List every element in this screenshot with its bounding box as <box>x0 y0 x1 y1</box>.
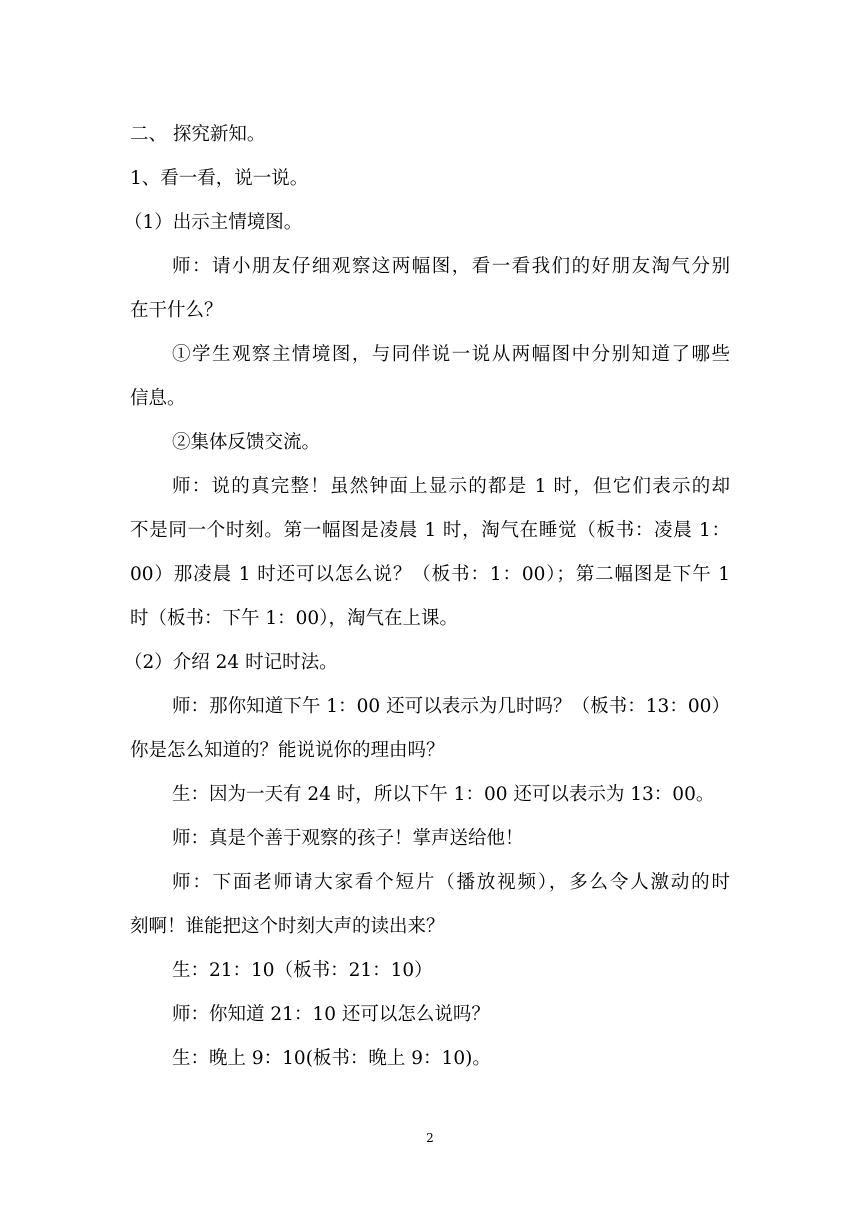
paragraph-line: 刻啊！谁能把这个时刻大声的读出来？ <box>130 916 445 937</box>
subsection-heading: 1、看一看，说一说。 <box>130 168 309 189</box>
paragraph-line: 生：因为一天有 24 时，所以下午 1：00 还可以表示为 13：00。 <box>172 784 715 805</box>
paragraph-line: ②集体反馈交流。 <box>172 432 321 453</box>
paragraph-line: 生：21：10（板书：21：10） <box>172 960 433 981</box>
paragraph-line: 师：你知道 21：10 还可以怎么说吗？ <box>172 1004 490 1025</box>
step-heading: （1）出示主情境图。 <box>124 212 303 233</box>
paragraph-line: 师：那你知道下午 1：00 还可以表示为几时吗？（板书：13：00） <box>172 696 730 717</box>
paragraph-line: 师：请小朋友仔细观察这两幅图，看一看我们的好朋友淘气分别 <box>172 256 730 277</box>
step-heading: （2）介绍 24 时记时法。 <box>124 652 338 673</box>
paragraph-line: 时（板书：下午 1：00），淘气在上课。 <box>130 608 458 629</box>
paragraph-line: 不是同一个时刻。第一幅图是凌晨 1 时，淘气在睡觉（板书：凌晨 1： <box>130 520 730 541</box>
paragraph-line: 师：真是个善于观察的孩子！掌声送给他！ <box>172 828 524 849</box>
paragraph-line: 生：晚上 9：10(板书：晚上 9：10)。 <box>172 1048 491 1069</box>
page-content <box>124 113 730 1081</box>
section-heading: 二、 探究新知。 <box>130 124 266 145</box>
paragraph-line: 师：说的真完整！虽然钟面上显示的都是 1 时，但它们表示的却 <box>172 476 730 497</box>
paragraph-line: 你是怎么知道的？能说说你的理由吗？ <box>130 740 445 761</box>
paragraph-line: 00）那凌晨 1 时还可以怎么说？（板书：1：00）；第二幅图是下午 1 <box>130 564 730 585</box>
paragraph-line: 信息。 <box>130 388 186 409</box>
page-number: 2 <box>426 1131 434 1145</box>
paragraph-line: ①学生观察主情境图，与同伴说一说从两幅图中分别知道了哪些 <box>172 344 730 365</box>
paragraph-line: 师：下面老师请大家看个短片（播放视频），多么令人激动的时 <box>172 872 730 893</box>
paragraph-line: 在干什么？ <box>130 300 223 321</box>
